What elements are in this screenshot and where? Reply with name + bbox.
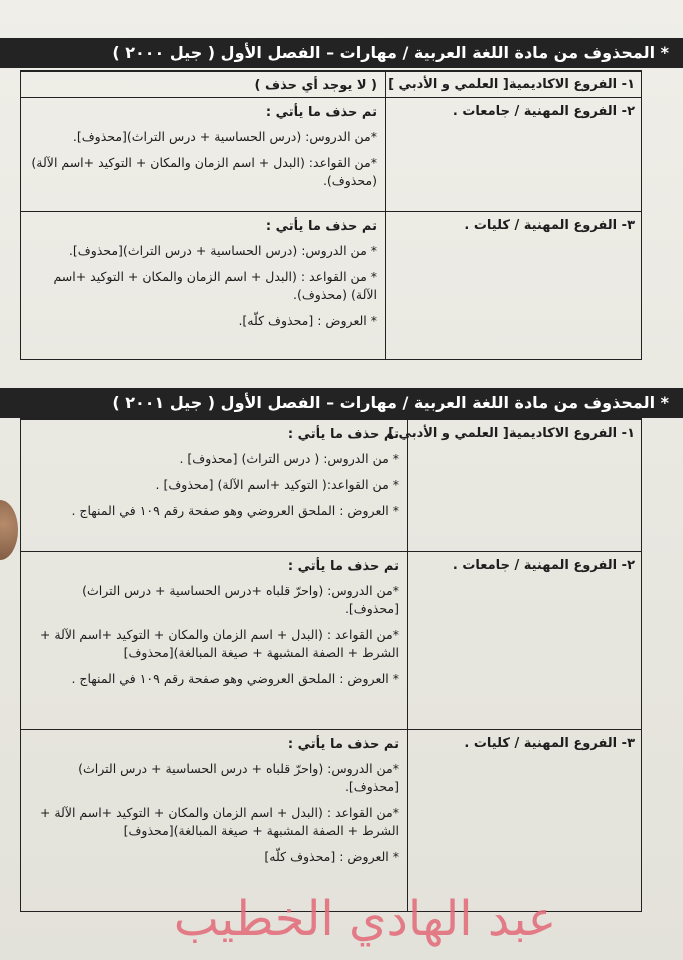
section2-row-3-item-1: *من الدروس: (واحرّ قلباه + درس الحساسية + درس التراث)[محذوف]. bbox=[78, 761, 399, 794]
section1-row-3-item-1: * من الدروس: (درس الحساسية + درس التراث)[محذوف]. bbox=[68, 243, 377, 258]
section1-row-1-none: ( لا يوجد أي حذف ) bbox=[254, 78, 377, 93]
section1-row-3-head: تم حذف ما يأتي : bbox=[265, 219, 377, 234]
section2-row-1-head: تم حذف ما يأتي : bbox=[287, 427, 399, 442]
thumb-shadow bbox=[0, 500, 18, 560]
section2-row-2-item-1: *من الدروس: (واحرّ قلباه +درس الحساسية + درس التراث)[محذوف]. bbox=[82, 583, 399, 616]
section1-row-2-content bbox=[31, 104, 377, 198]
section1-row-2-item-1: *من الدروس: (درس الحساسية + درس التراث)[محذوف]. bbox=[72, 129, 377, 144]
section1-row-2 bbox=[21, 97, 641, 212]
section1-row-1-branch: ١- الفروع الاكاديمية[ العلمي و الأدبي ] bbox=[388, 77, 635, 92]
section2-row-3-content bbox=[31, 736, 399, 874]
section1-table bbox=[20, 70, 642, 360]
section2-row-1-item-1: * من الدروس: ( درس التراث) [محذوف] . bbox=[179, 451, 399, 466]
section2-row-2-item-3: * العروض : الملحق العروضي وهو صفحة رقم ١٠٩ في المنهاج . bbox=[71, 671, 399, 686]
section1-row-3-content bbox=[31, 218, 377, 338]
section1-row-2-item-2: *من القواعد: (البدل + اسم الزمان والمكان + التوكيد +اسم الآلة) (محذوف). bbox=[31, 155, 377, 188]
section1-banner bbox=[0, 38, 683, 68]
section2-row-1-item-3: * العروض : الملحق العروضي وهو صفحة رقم ١٠٩ في المنهاج . bbox=[71, 503, 399, 518]
section1-row-2-branch: ٢- الفروع المهنية / جامعات . bbox=[452, 104, 635, 119]
section2-row-1-branch: ١- الفروع الاكاديمية[ العلمي و الأدبي ] bbox=[388, 426, 635, 441]
section1-row-3-item-3: * العروض : [محذوف كلّه]. bbox=[238, 313, 377, 328]
section2-row-1-item-2: * من القواعد:( التوكيد +اسم الآلة) [محذوف] . bbox=[155, 477, 399, 492]
section2-row-2-branch: ٢- الفروع المهنية / جامعات . bbox=[452, 558, 635, 573]
section1-row-3-item-2: * من القواعد : (البدل + اسم الزمان والمكان + التوكيد +اسم الآلة) (محذوف). bbox=[53, 269, 377, 302]
section2-row-2-content bbox=[31, 558, 399, 696]
section2-row-1 bbox=[21, 419, 641, 552]
section1-banner-text: * المحذوف من مادة اللغة العربية / مهارات – الفصل الأول ( جيل ٢٠٠٠ ) bbox=[112, 43, 669, 62]
section1-row-1 bbox=[21, 71, 641, 98]
section2-row-2-head: تم حذف ما يأتي : bbox=[287, 559, 399, 574]
author-signature: عبد الهادي الخطيب bbox=[173, 891, 557, 947]
section1-row-2-head: تم حذف ما يأتي : bbox=[265, 105, 377, 120]
section2-row-2-item-2: *من القواعد : (البدل + اسم الزمان والمكان + التوكيد +اسم الآلة + الشرط + الصفة المشبهة + صيغة المبالغة)[محذوف] bbox=[39, 627, 399, 660]
section2-table bbox=[20, 418, 642, 912]
section2-row-1-content bbox=[31, 426, 399, 528]
section1-row-3-branch: ٣- الفروع المهنية / كليات . bbox=[464, 218, 635, 233]
section1-row-3 bbox=[21, 211, 641, 360]
section2-row-3-item-3: * العروض : [محذوف كلّه] bbox=[264, 849, 399, 864]
section2-row-3-branch: ٣- الفروع المهنية / كليات . bbox=[464, 736, 635, 751]
section2-banner bbox=[0, 388, 683, 418]
section2-row-3-head: تم حذف ما يأتي : bbox=[287, 737, 399, 752]
section2-row-2 bbox=[21, 551, 641, 730]
section2-banner-text: * المحذوف من مادة اللغة العربية / مهارات – الفصل الأول ( جيل ٢٠٠١ ) bbox=[112, 393, 669, 412]
section2-row-3-item-2: *من القواعد : (البدل + اسم الزمان والمكان + التوكيد +اسم الآلة + الشرط + الصفة المشبهة + صيغة المبالغة)[محذوف] bbox=[39, 805, 399, 838]
